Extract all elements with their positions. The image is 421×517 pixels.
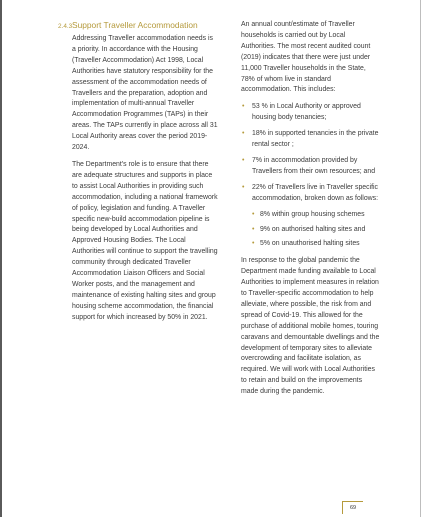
section-number: 2.4.3: [58, 23, 73, 30]
paragraph: Addressing Traveller accommodation needs is a priority. In accordance with the Housing (Traveller Accommodation) Act 1998, Local Authorities have statutory responsibility for the assessment of the accommodation needs of Travellers and the preparation, adoption and implementation of multi-annual Traveller Accommodation Programmes (TAPs) in their areas. The TAPs currently in place across all 31 Local Authority areas cover the period 2019-2024.: [72, 35, 218, 152]
paragraph: The Department's role is to ensure that there are adequate structures and supports in place to assist Local Authorities in providing such accommodation, including a national framework of policy, legislation and funding. A Traveller specific new-build accommodation pipeline is being developed by Local Authorities and Approved Housing Bodies. The Local Authorities will continue to support the travelling community through dedicated Traveller Accommodation Liaison Officers and Social Worker posts, and the management and maintenance of existing halting sites and group housing scheme accommodation, the financial support for which increased by 50% in 2021.: [72, 160, 218, 321]
paragraph-intro: An annual count/estimate of Traveller households is carried out by Local Authorities. The most recent audited count (2019) indicates that there were just under 11,000 Traveller households in the State, 78% of whom live in standard accommodation. This includes:: [241, 21, 371, 94]
list-item: • 9% on authorised halting sites and: [252, 225, 381, 236]
list-item: • 8% within group housing schemes: [252, 210, 381, 221]
left-body: [58, 34, 218, 324]
list-item: • 22% of Travellers live in Traveller specific accommodation, broken down as follows:: [241, 183, 381, 205]
section-heading: [58, 20, 218, 32]
paragraph-closing: In response to the global pandemic the Department made funding available to Local Authorities to implement measures in relation to Traveller-specific accommodation to help alleviate, where possible, the risk from and spread of Covid-19. This allowed for the purchase of additional mobile homes, touring caravans and demountable dwellings and the development of temporary sites to alleviate overcrowding and facilitate isolation, as required. We will work with Local Authorities to retain and build on the improvements made during the pandemic.: [241, 257, 380, 396]
list-item: • 53 % in Local Authority or approved housing body tenancies;: [241, 102, 381, 124]
list-item: • 7% in accommodation provided by Travellers from their own resources; and: [241, 156, 381, 178]
list-item: • 5% on unauthorised halting sites: [252, 239, 381, 250]
list-item: • 18% in supported tenancies in the private rental sector ;: [241, 129, 381, 151]
bullet-list: [241, 102, 381, 204]
left-column: [58, 20, 218, 330]
page-number: 69: [342, 501, 363, 514]
sub-bullet-list: [241, 210, 381, 251]
right-column: [241, 20, 381, 404]
page-left-border: [0, 0, 2, 517]
section-title: Support Traveller Accommodation: [72, 20, 198, 30]
